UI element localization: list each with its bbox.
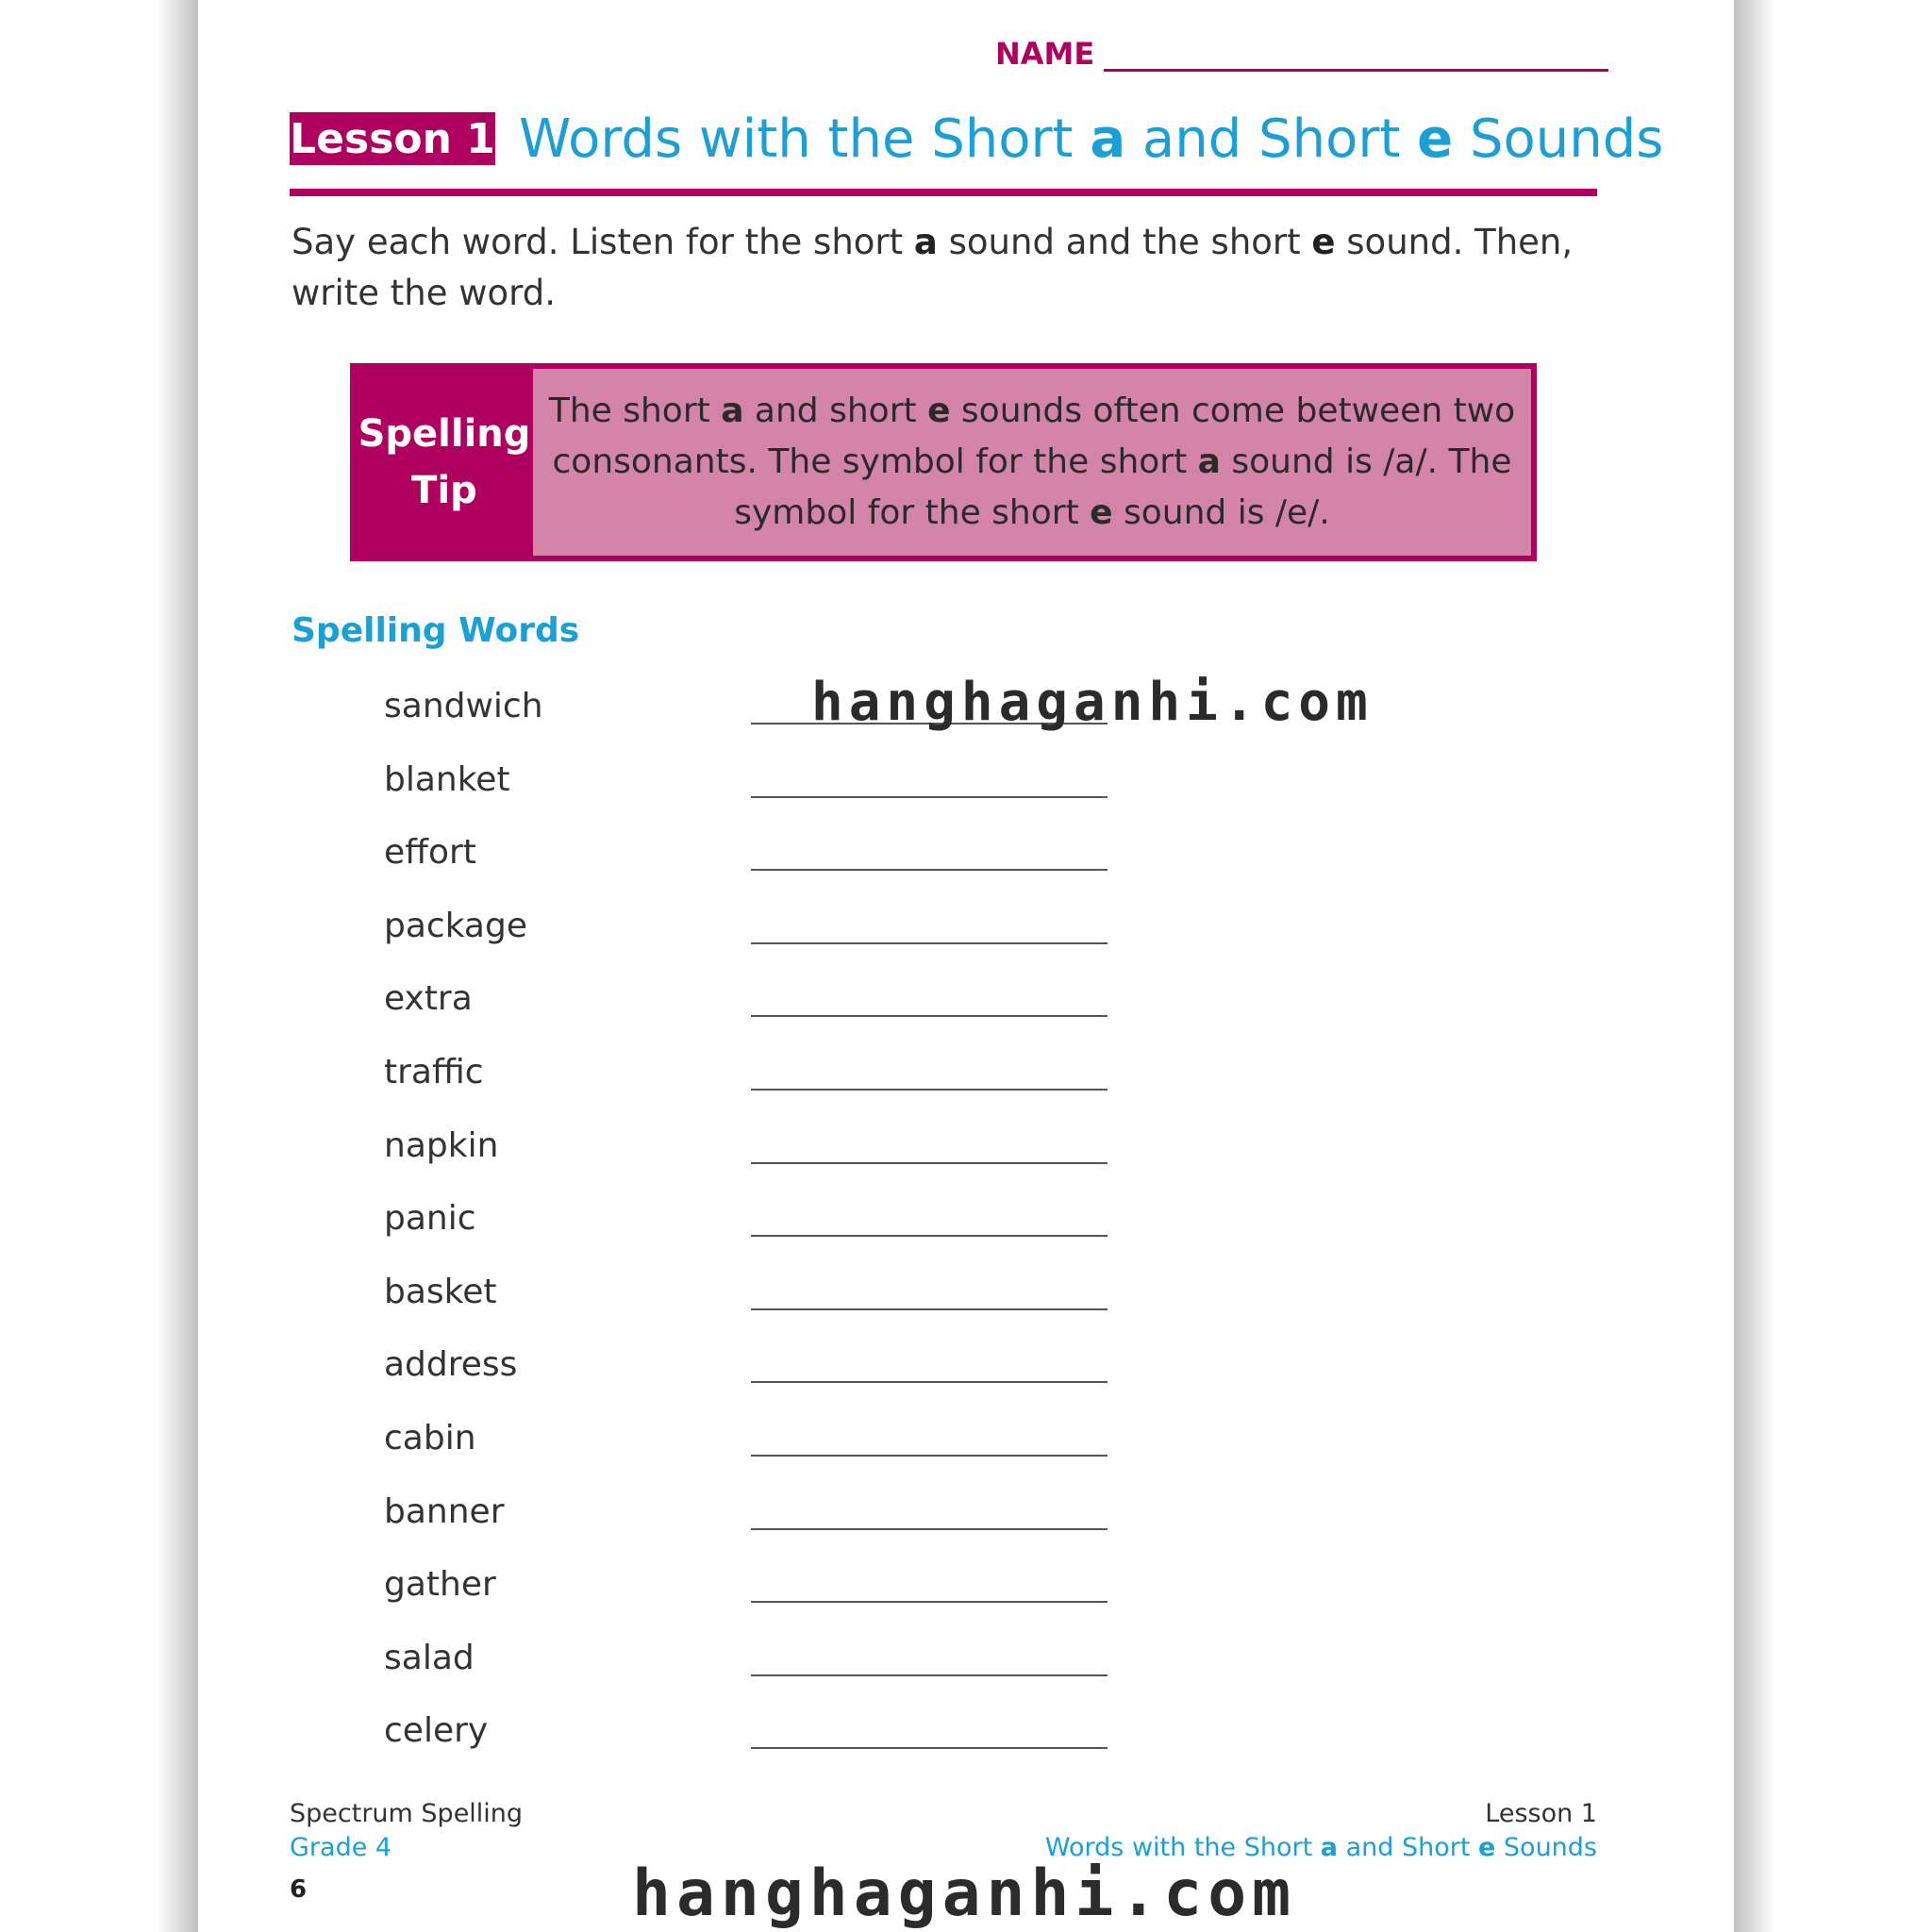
lesson-badge: Lesson 1 [290, 112, 495, 165]
name-write-line[interactable] [1104, 42, 1608, 72]
word-row [0, 907, 1132, 963]
spelling-word: package [384, 906, 527, 945]
spelling-word: panic [384, 1199, 476, 1239]
spelling-word: salad [384, 1638, 475, 1677]
word-row [0, 1565, 1132, 1622]
word-row [0, 760, 1132, 817]
spelling-word: traffic [384, 1053, 484, 1091]
spelling-word: banner [384, 1491, 505, 1531]
word-row [0, 1639, 1132, 1695]
spelling-word: celery [384, 1711, 489, 1751]
page-shadow-right [1734, 0, 1775, 1932]
word-row [0, 1053, 1132, 1109]
word-write-line[interactable] [751, 1528, 1108, 1530]
spelling-tip-box [350, 363, 1537, 561]
word-row [0, 1492, 1132, 1549]
word-row [0, 1273, 1132, 1329]
word-row [0, 1345, 1132, 1402]
word-write-line[interactable] [751, 1015, 1108, 1017]
word-row [0, 1126, 1132, 1183]
name-label: NAME [995, 36, 1095, 72]
page-number: 6 [290, 1875, 308, 1904]
lesson-header [290, 108, 1664, 196]
word-write-line[interactable] [751, 1747, 1108, 1749]
word-row [0, 979, 1132, 1036]
spelling-word: gather [384, 1565, 496, 1605]
word-write-line[interactable] [751, 869, 1108, 871]
word-row [0, 1199, 1132, 1256]
spelling-word: address [384, 1345, 518, 1385]
watermark-top: hanghaganhi.com [811, 672, 1374, 733]
footer-right [1045, 1797, 1597, 1865]
spelling-word: napkin [384, 1125, 499, 1165]
instructions: Say each word. Listen for the short a sound and the short e sound. Then, write the word. [291, 222, 1574, 313]
lesson-title: Words with the Short a and Short e Sounds [519, 108, 1664, 170]
word-write-line[interactable] [751, 1308, 1108, 1310]
word-row [0, 1711, 1132, 1768]
footer-left [290, 1797, 523, 1907]
watermark-bottom: hanghaganhi.com [632, 1857, 1297, 1931]
word-write-line[interactable] [751, 1674, 1108, 1676]
word-write-line[interactable] [751, 942, 1108, 944]
word-write-line[interactable] [751, 1601, 1108, 1603]
spelling-tip-text: The short a and short e sounds often come between two consonants. The symbol for the short a sound is /a/. The symbol for the short e sound is /e/. [533, 369, 1531, 556]
word-write-line[interactable] [751, 1381, 1108, 1383]
spelling-words-heading: Spelling Words [291, 611, 580, 650]
spelling-word: effort [384, 833, 476, 873]
footer-series: Spectrum Spelling [290, 1799, 524, 1828]
spelling-word: blanket [384, 759, 510, 799]
footer-grade: Grade 4 [290, 1833, 392, 1862]
word-write-line[interactable] [751, 1162, 1108, 1164]
footer-subtitle: Words with the Short a and Short e Sounds [1044, 1833, 1597, 1862]
spelling-word: cabin [384, 1419, 476, 1457]
spelling-word: basket [384, 1272, 497, 1311]
name-field [995, 34, 1608, 72]
word-write-line[interactable] [751, 1235, 1108, 1237]
word-row [0, 833, 1132, 890]
word-write-line[interactable] [751, 1455, 1108, 1457]
spelling-word: sandwich [384, 687, 543, 725]
footer-lesson: Lesson 1 [1485, 1799, 1597, 1828]
word-row [0, 1419, 1132, 1475]
word-write-line[interactable] [751, 796, 1108, 798]
spelling-tip-label: Spelling Tip [356, 369, 533, 556]
spelling-word: extra [384, 979, 473, 1019]
word-write-line[interactable] [751, 1089, 1108, 1091]
